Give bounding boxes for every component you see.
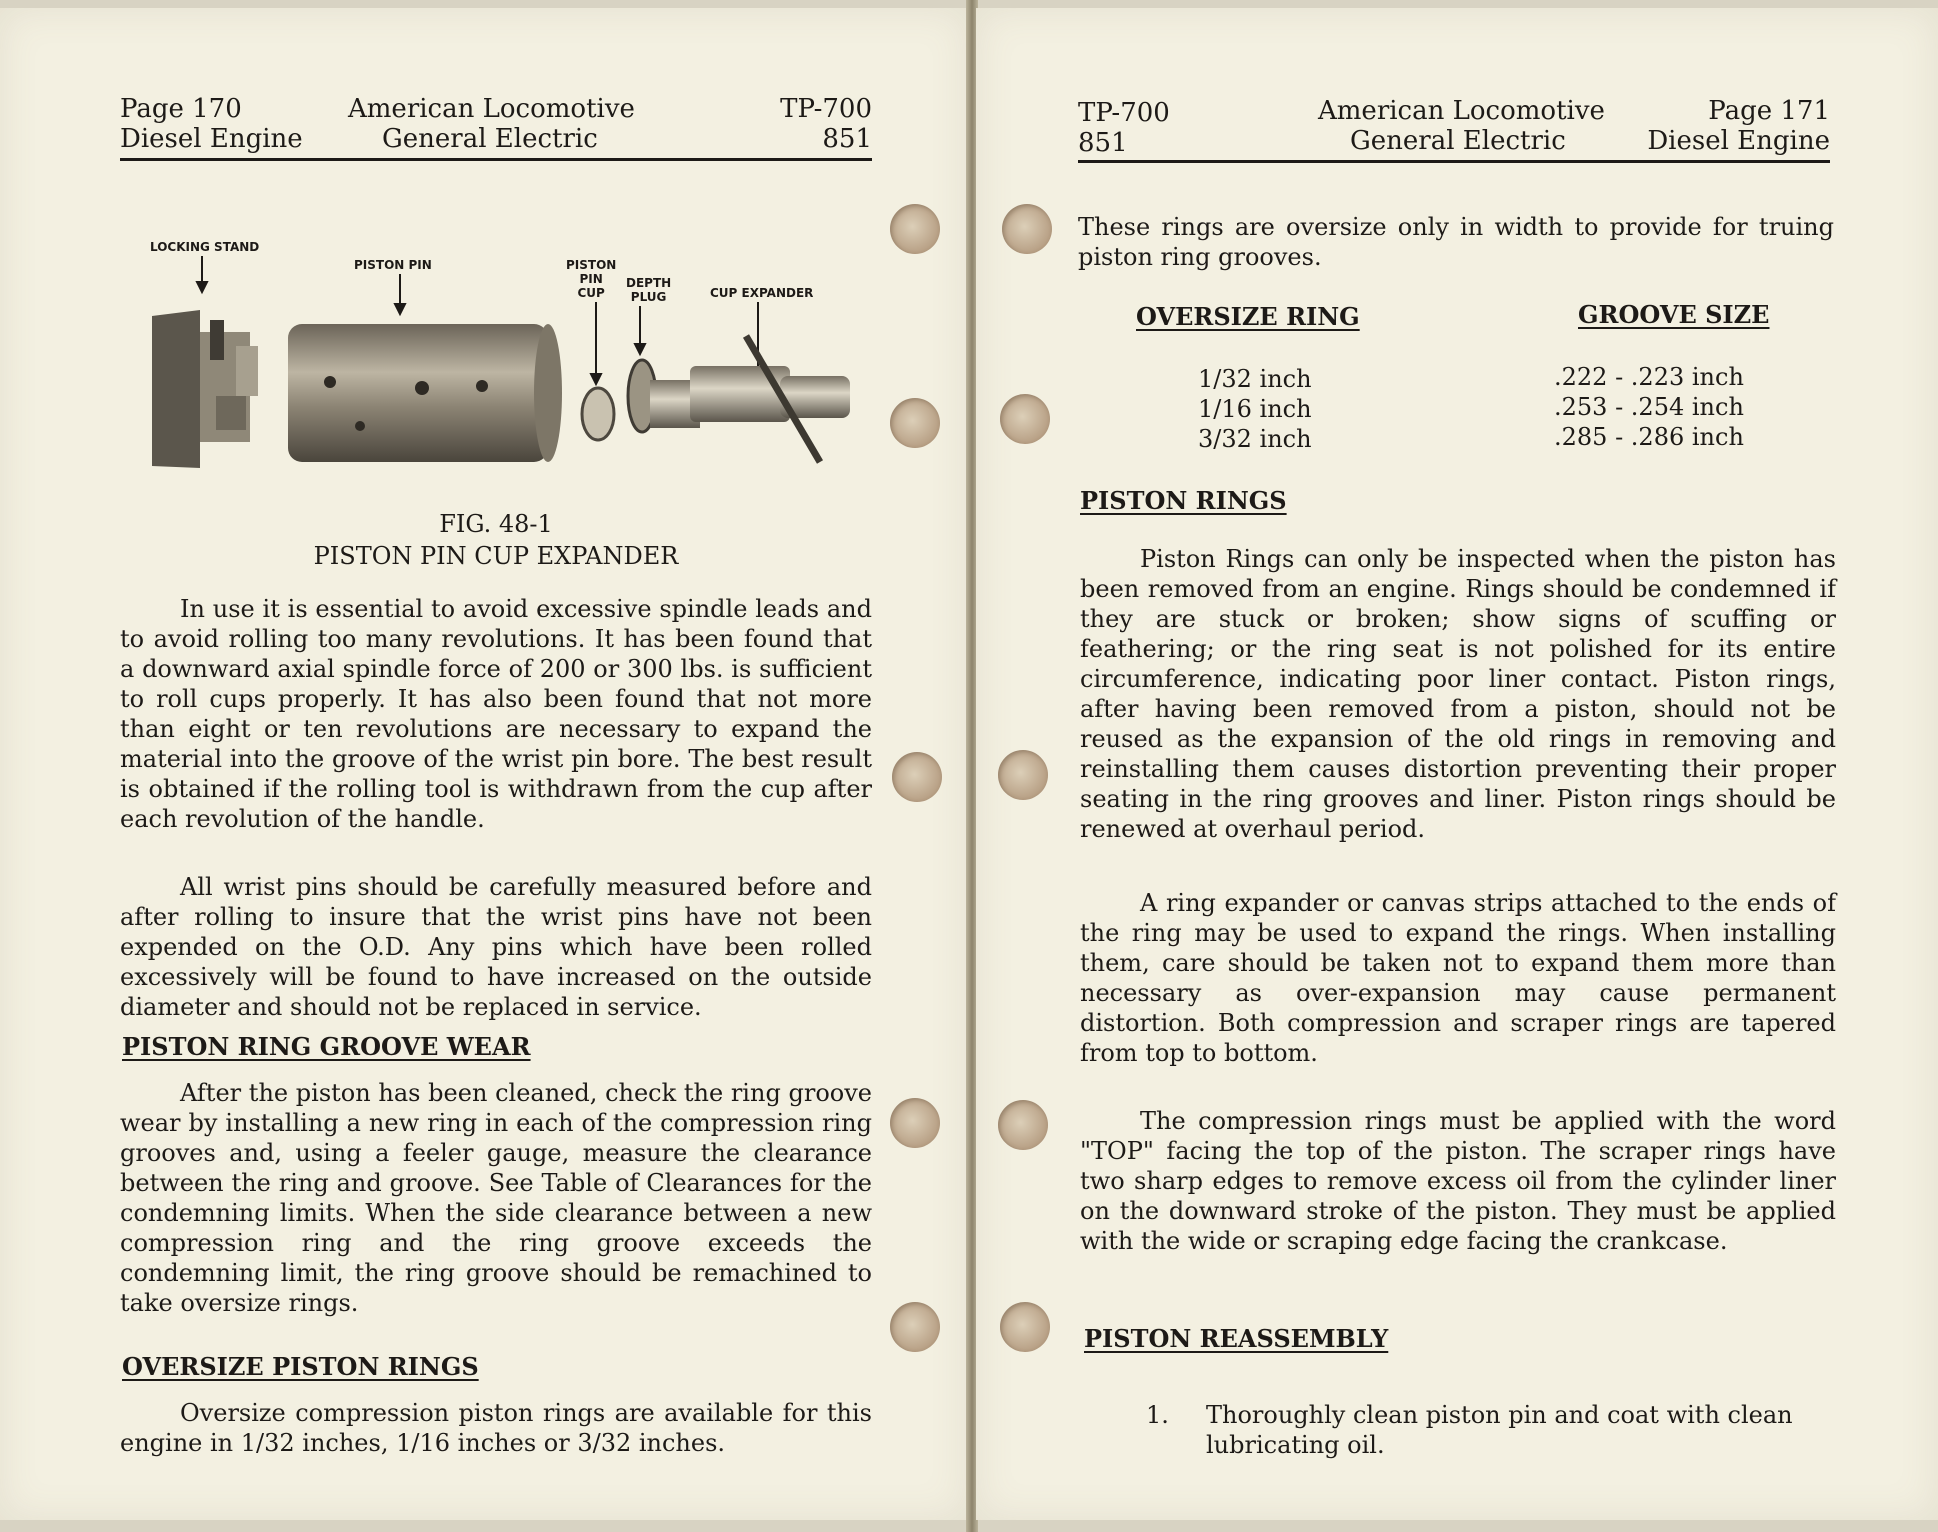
right-page [976, 8, 1938, 1520]
cup-expander-shape [650, 336, 850, 462]
left-company-line1: American Locomotive [348, 94, 635, 124]
step-number: 1. [1146, 1401, 1169, 1429]
table-header-oversize-ring: OVERSIZE RING [1136, 302, 1360, 331]
heading-groove-wear: PISTON RING GROOVE WEAR [122, 1032, 531, 1061]
table-row-ring: 3/32 inch [1198, 425, 1312, 453]
table-row-groove: .285 - .286 inch [1554, 423, 1744, 451]
figure-illustration [130, 236, 870, 506]
table-header-groove-size: GROOVE SIZE [1578, 300, 1770, 329]
figure-caption [120, 508, 872, 572]
binder-hole [890, 204, 940, 254]
figure-48-1 [130, 236, 870, 506]
left-paragraph-4: Oversize compression piston rings are available for this engine in 1/32 inches, 1/16 inches or 3/32 inches. [120, 1399, 872, 1457]
figure-title: PISTON PIN CUP EXPANDER [313, 542, 679, 570]
callout-locking-stand: LOCKING STAND [150, 240, 260, 254]
binder-hole [890, 1098, 940, 1148]
callout-cup-line2: PIN [579, 272, 603, 286]
right-paragraph-2: A ring expander or canvas strips attached to the ends of the ring may be used to expand the rings. When installing them, care should be taken not to expand them more than necessary as over-expansion may cause permanent distortion. Both compression and scraper rings are tapered from top to bottom. [1080, 889, 1836, 1067]
left-paragraph-1: In use it is essential to avoid excessive spindle leads and to avoid rolling too many revolutions. It has been found that a downward axial spindle force of 200 or 300 lbs. is sufficient to roll cups properly. It has also been found that not more than eight or ten revolutions are necessary to expand the material into the groove of the wrist pin bore. The best result is obtained if the rolling tool is withdrawn from the cup after each revolution of the handle. [120, 595, 872, 833]
table-row-groove: .222 - .223 inch [1554, 363, 1744, 391]
right-intro: These rings are oversize only in width to provide for truing piston ring grooves. [1078, 213, 1834, 271]
left-page-header [120, 94, 872, 161]
right-doc-num: 851 [1078, 128, 1128, 158]
table-row-ring: 1/32 inch [1198, 365, 1312, 393]
heading-piston-rings: PISTON RINGS [1080, 486, 1287, 515]
table-row-groove: .253 - .254 inch [1554, 393, 1744, 421]
binder-hole [1002, 204, 1052, 254]
binder-hole [892, 752, 942, 802]
right-page-header [1078, 96, 1830, 163]
left-page-number: Page 170 [120, 94, 242, 124]
callout-cup-line1: PISTON [566, 258, 617, 272]
callout-cup-line3: CUP [577, 286, 605, 300]
right-company-line1: American Locomotive [1318, 96, 1605, 126]
binder-hole [890, 1302, 940, 1352]
step-text: Thoroughly clean piston pin and coat with clean lubricating oil. [1206, 1401, 1793, 1459]
table-row-ring: 1/16 inch [1198, 395, 1312, 423]
right-paragraph-1: Piston Rings can only be inspected when the piston has been removed from an engine. Rings should be condemned if they are stuck or broken; show signs of scuffing or feathering; or the ring seat is not polished for its entire circumference, indicating poor liner contact. Piston rings, after having been removed from a piston, should not be reused as the expansion of the old rings in removing and reinstalling them causes distortion preventing their proper seating in the ring grooves and liner. Piston rings should be renewed at overhaul period. [1080, 545, 1836, 843]
left-doc-code: TP-700 [780, 94, 872, 124]
left-page-subject: Diesel Engine [120, 124, 303, 154]
pin-cup-shape [582, 388, 614, 440]
right-page-number: Page 171 [1708, 96, 1830, 126]
right-doc-code: TP-700 [1078, 98, 1170, 128]
heading-oversize-rings: OVERSIZE PISTON RINGS [122, 1352, 479, 1381]
right-paragraph-3: The compression rings must be applied with the word "TOP" facing the top of the piston. The scraper rings have two sharp edges to remove excess oil from the cylinder liner on the downward stroke of the piston. They must be applied with the wide or scraping edge facing the crankcase. [1080, 1107, 1836, 1255]
left-company-line2: General Electric [382, 124, 598, 154]
right-company-line2: General Electric [1350, 126, 1566, 156]
binder-hole [890, 398, 940, 448]
left-doc-num: 851 [822, 124, 872, 154]
left-page [0, 8, 968, 1520]
heading-piston-reassembly: PISTON REASSEMBLY [1084, 1324, 1389, 1353]
callout-piston-pin: PISTON PIN [354, 258, 432, 272]
piston-pin-shape [288, 324, 562, 462]
locking-stand-shape [152, 310, 258, 468]
binder-hole [1000, 394, 1050, 444]
callout-cup-expander: CUP EXPANDER [710, 286, 814, 300]
binder-hole [998, 750, 1048, 800]
callout-depth-line2: PLUG [630, 290, 667, 304]
callout-depth-line1: DEPTH [626, 276, 672, 290]
binder-hole [998, 1100, 1048, 1150]
figure-number: FIG. 48-1 [439, 510, 553, 538]
left-paragraph-3: After the piston has been cleaned, check the ring groove wear by installing a new ring in each of the compression ring grooves and, using a feeler gauge, measure the clearance between the ring and groove. See Table of Clearances for the condemning limits. When the side clearance between a new compression ring and the ring groove exceeds the condemning limit, the ring groove should be remachined to take oversize rings. [120, 1079, 872, 1317]
binder-hole [1000, 1302, 1050, 1352]
right-page-subject: Diesel Engine [1647, 126, 1830, 156]
left-paragraph-2: All wrist pins should be carefully measured before and after rolling to insure that the wrist pins have not been expended on the O.D. Any pins which have been rolled excessively will be found to have increased on the outside diameter and should not be replaced in service. [120, 873, 872, 1021]
